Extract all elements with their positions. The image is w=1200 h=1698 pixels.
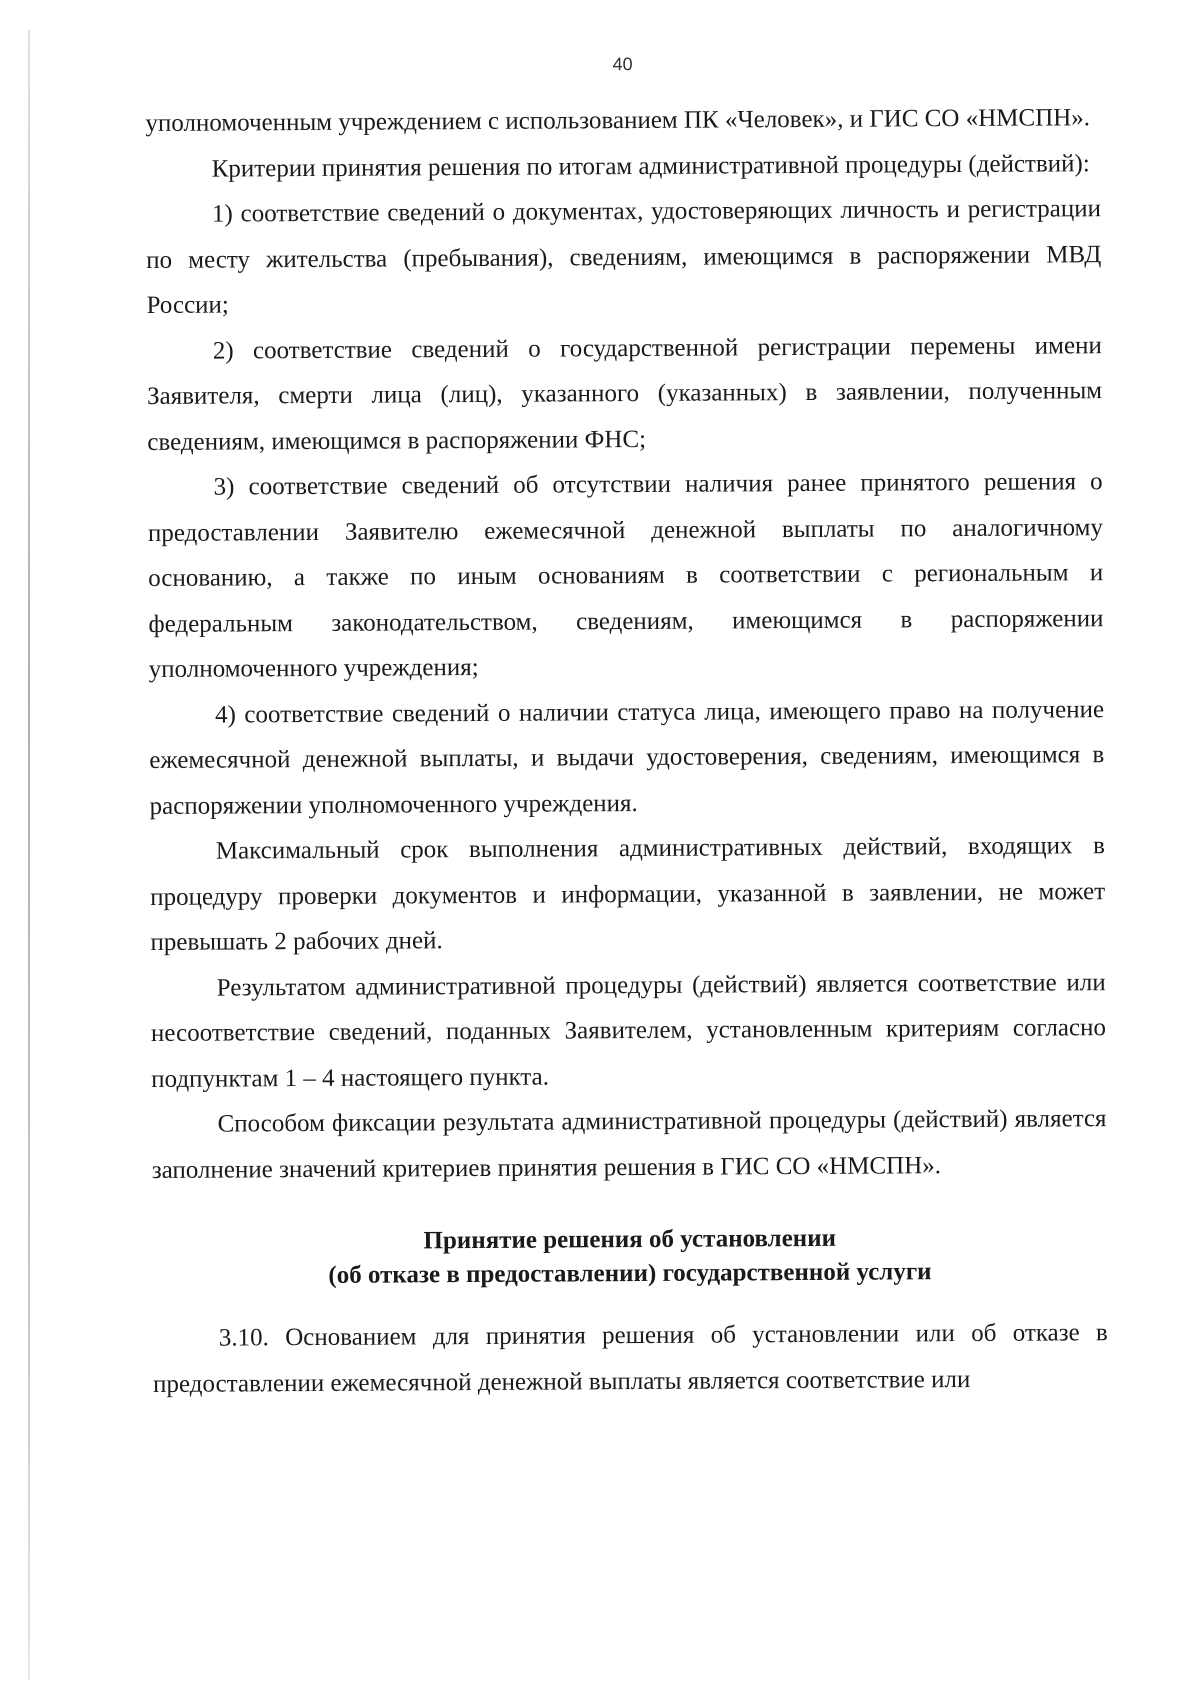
paragraph-result: Результатом административной процедуры (действий) является соответствие или несоответствие сведений, поданных Заявителем, установленным критериям согласно подпунктам 1 – 4 настоящего пункта.: [150, 968, 1107, 1093]
section-heading-line-1: Принятие решения об установлении: [423, 1224, 837, 1255]
paragraph-continuation: уполномоченным учреждением с использованием ПК «Человек», и ГИС СО «НМСПН».: [145, 104, 1091, 137]
section-heading: [152, 1220, 1107, 1294]
paragraph-3-10: 3.10. Основанием для принятия решения об установлении или об отказе в предоставлении ежемесячной денежной выплаты является соответствие или: [153, 1319, 1108, 1398]
paragraph-criterion-3: 3) соответствие сведений об отсутствии наличия ранее принятого решения о предоставлении Заявителю ежемесячной денежной выплаты по аналогичному основанию, а также по иным основаниям в соответствии с региональным и федеральным законодательством, сведениям, имеющимся в распоряжении уполномоченного учреждения;: [147, 468, 1104, 683]
paragraph-criterion-1: 1) соответствие сведений о документах, удостоверяющих личность и регистрации по месту жительства (пребывания), сведениям, имеющимся в распоряжении МВД России;: [146, 195, 1102, 319]
scan-edge-shadow: [28, 30, 30, 1680]
paragraph-max-term: Максимальный срок выполнения административных действий, входящих в процедуру проверки документов и информации, указанной в заявлении, не может превышать 2 рабочих дней.: [150, 832, 1106, 956]
document-page: [145, 49, 1108, 1407]
paragraph-criteria-intro: Критерии принятия решения по итогам административной процедуры (действий):: [211, 149, 1090, 183]
paragraph-criterion-2: 2) соответствие сведений о государственной регистрации перемены имени Заявителя, смерти лица (лиц), указанного (указанных) в заявлении, полученным сведениям, имеющимся в распоряжении ФНС;: [147, 331, 1103, 456]
section-heading-line-2: (об отказе в предоставлении) государственной услуги: [328, 1258, 932, 1289]
page-number: 40: [612, 54, 633, 75]
paragraph-criterion-4: 4) соответствие сведений о наличии статуса лица, имеющего право на получение ежемесячной денежной выплаты, и выдачи удостоверения, сведениям, имеющимся в распоряжении уполномоченного учреждения.: [149, 695, 1105, 820]
paragraph-fixation-method: Способом фиксации результата административной процедуры (действий) является заполнение значений критериев принятия решения в ГИС СО «НМСПН».: [151, 1105, 1107, 1184]
